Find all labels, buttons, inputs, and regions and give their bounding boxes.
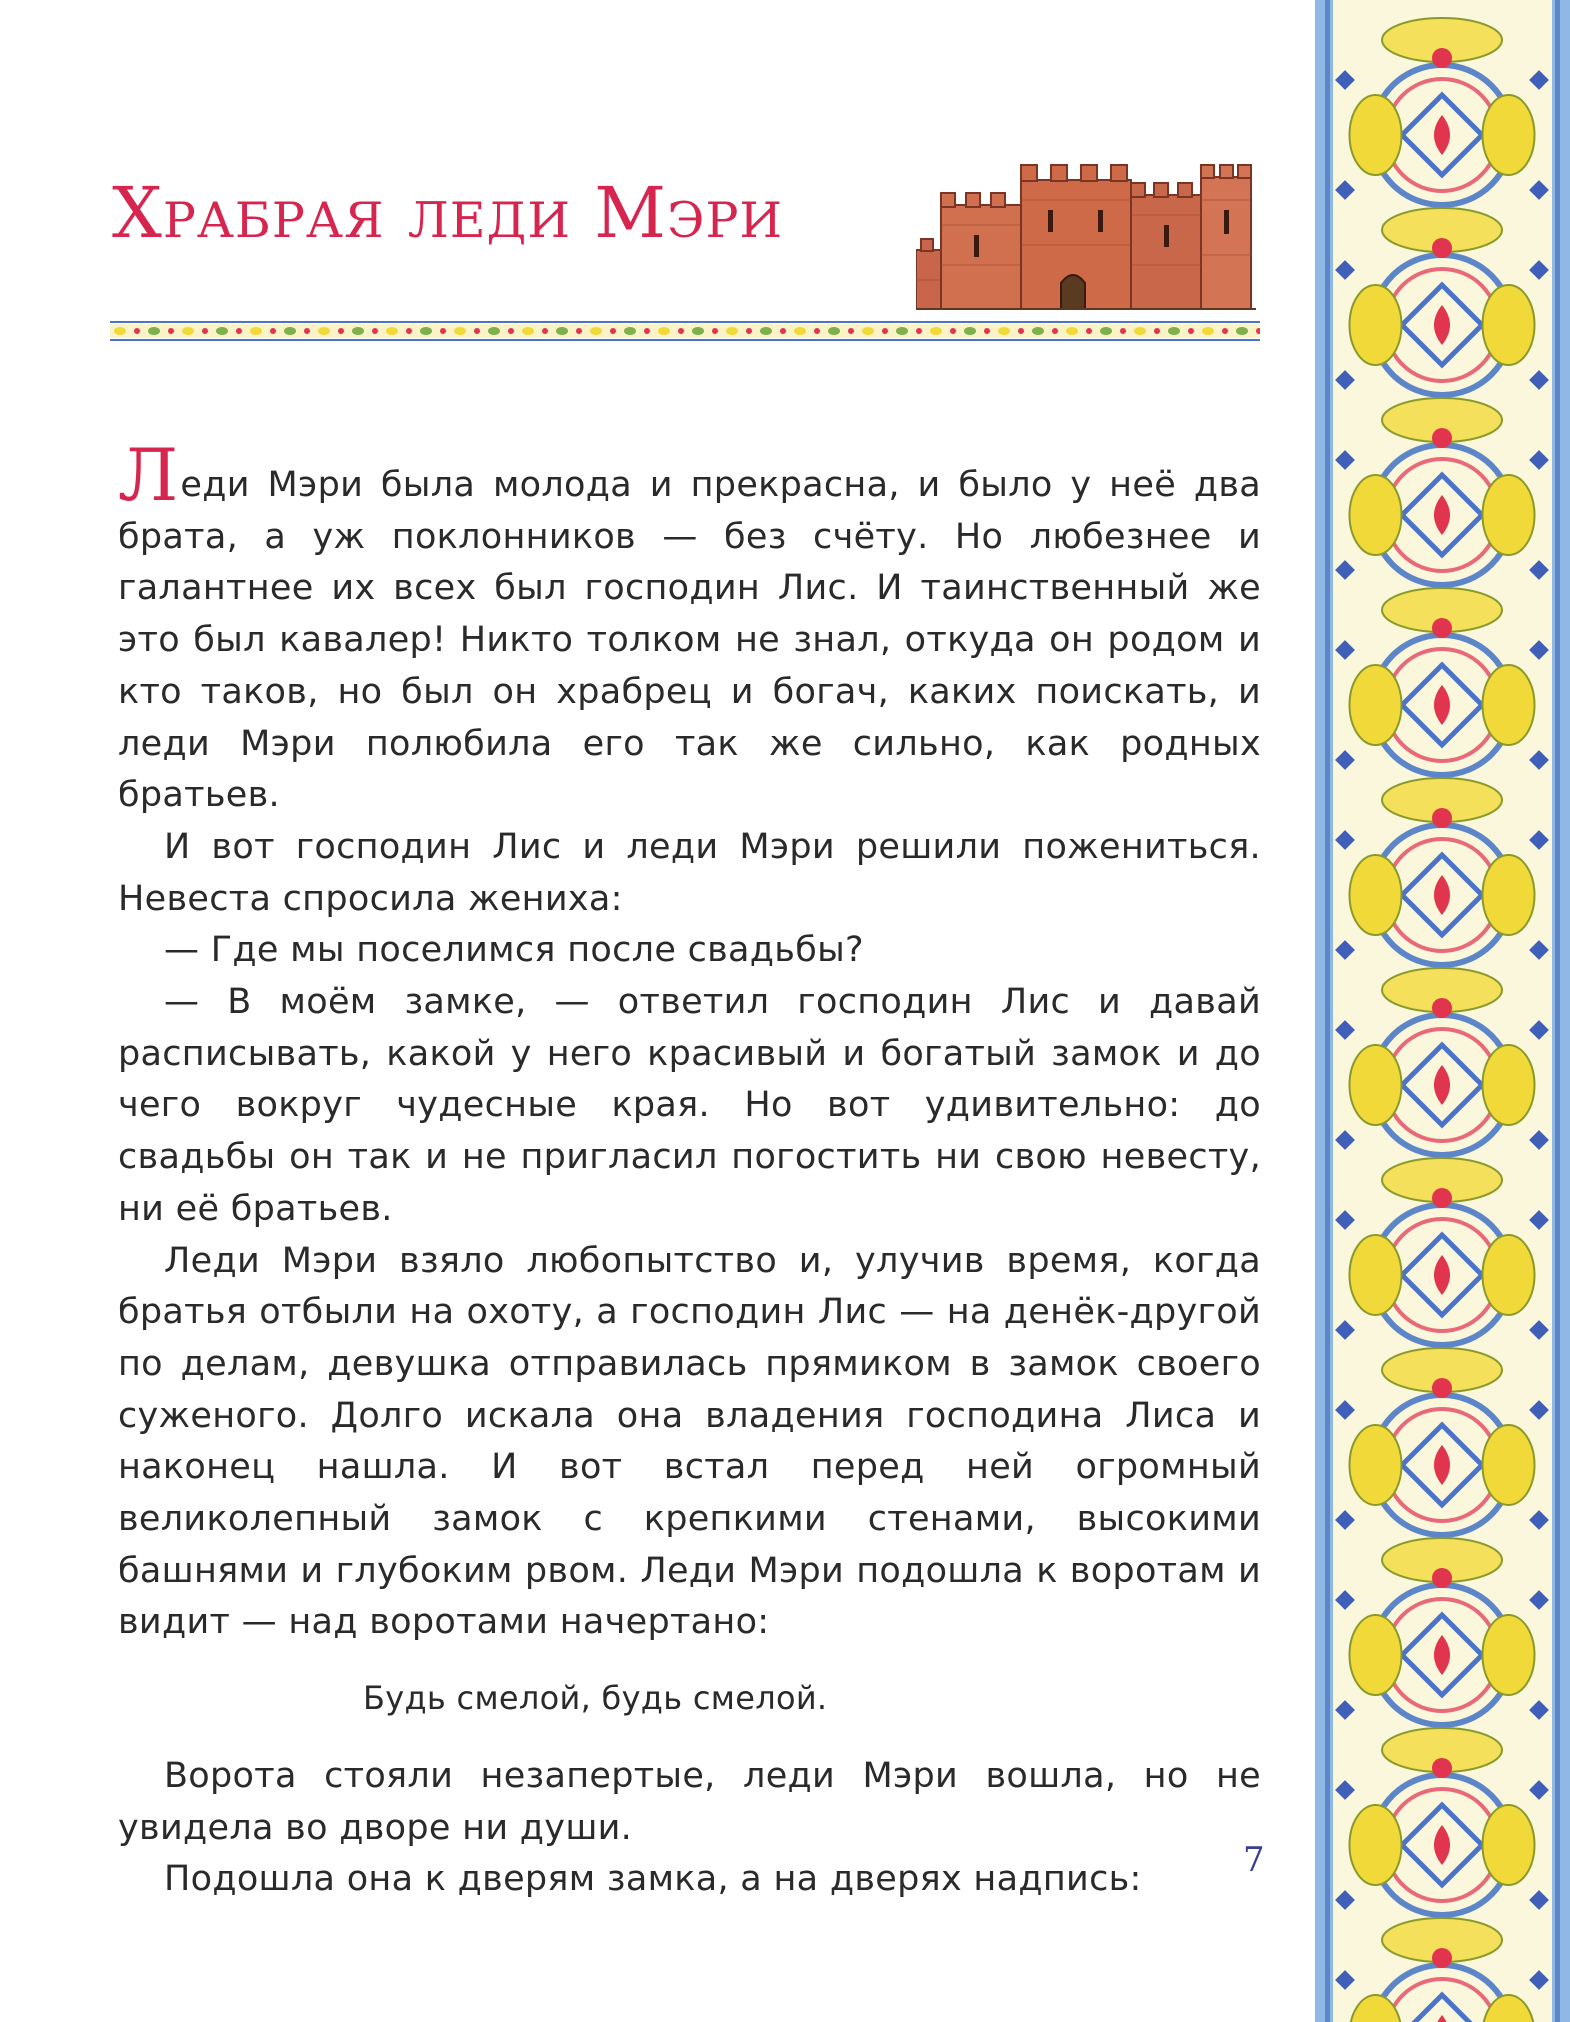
chapter-title: Храбрая леди Мэри [112,172,784,254]
paragraph-7: Подошла она к дверям замка, а на дверях надпись: [164,1859,1142,1900]
story-text [118,433,1261,1906]
paragraph-4: — В моём замке, — ответил господин Лис и давай расписывать, какой у него красивый и богатый замок и до чего вокруг чудесные края. Но вот удивительно: до свадьбы он так и не пригласил погостить ни свою невесту, ни её братьев. [118,982,1261,1229]
ornamental-side-border [1315,0,1570,2022]
castle-illustration [916,155,1256,310]
drop-cap: Л [118,433,179,517]
paragraph-1: Леди Мэри была молода и прекрасна, и было у неё два брата, а уж поклонников — без счёту. Но любезнее и галантнее их всех был господин Лис. И таинственный же это был кавалер! Никто толком не знал, откуда он родом и кто таков, но был он храбрец и богач, каких поискать, и леди Мэри полюбила его так же сильно, как родных братьев. [118,433,1261,816]
paragraph-3: — Где мы поселимся после свадьбы? [164,930,864,971]
paragraph-5: Леди Мэри взяло любопытство и, улучив время, когда братья отбыли на охоту, а господин Лис — на денёк-другой по делам, девушка отправилась прямиком в замок своего суженого. Долго искала она владения господина Лиса и наконец нашла. И вот встал перед ней огромный великолепный замок с крепкими стенами, высокими башнями и глубоким рвом. Леди Мэри подошла к воротам и видит — над воротами начертано: [118,1240,1261,1643]
paragraph-6: Ворота стояли незапертые, леди Мэри вошла, но не увидела во дворе ни души. [118,1755,1261,1848]
gate-inscription: Будь смелой, будь смелой. [363,1679,828,1718]
paragraph-2: И вот господин Лис и леди Мэри решили пожениться. Невеста спросила жениха: [118,826,1261,919]
page-number: 7 [1243,1840,1265,1880]
ornamental-divider [110,320,1260,342]
